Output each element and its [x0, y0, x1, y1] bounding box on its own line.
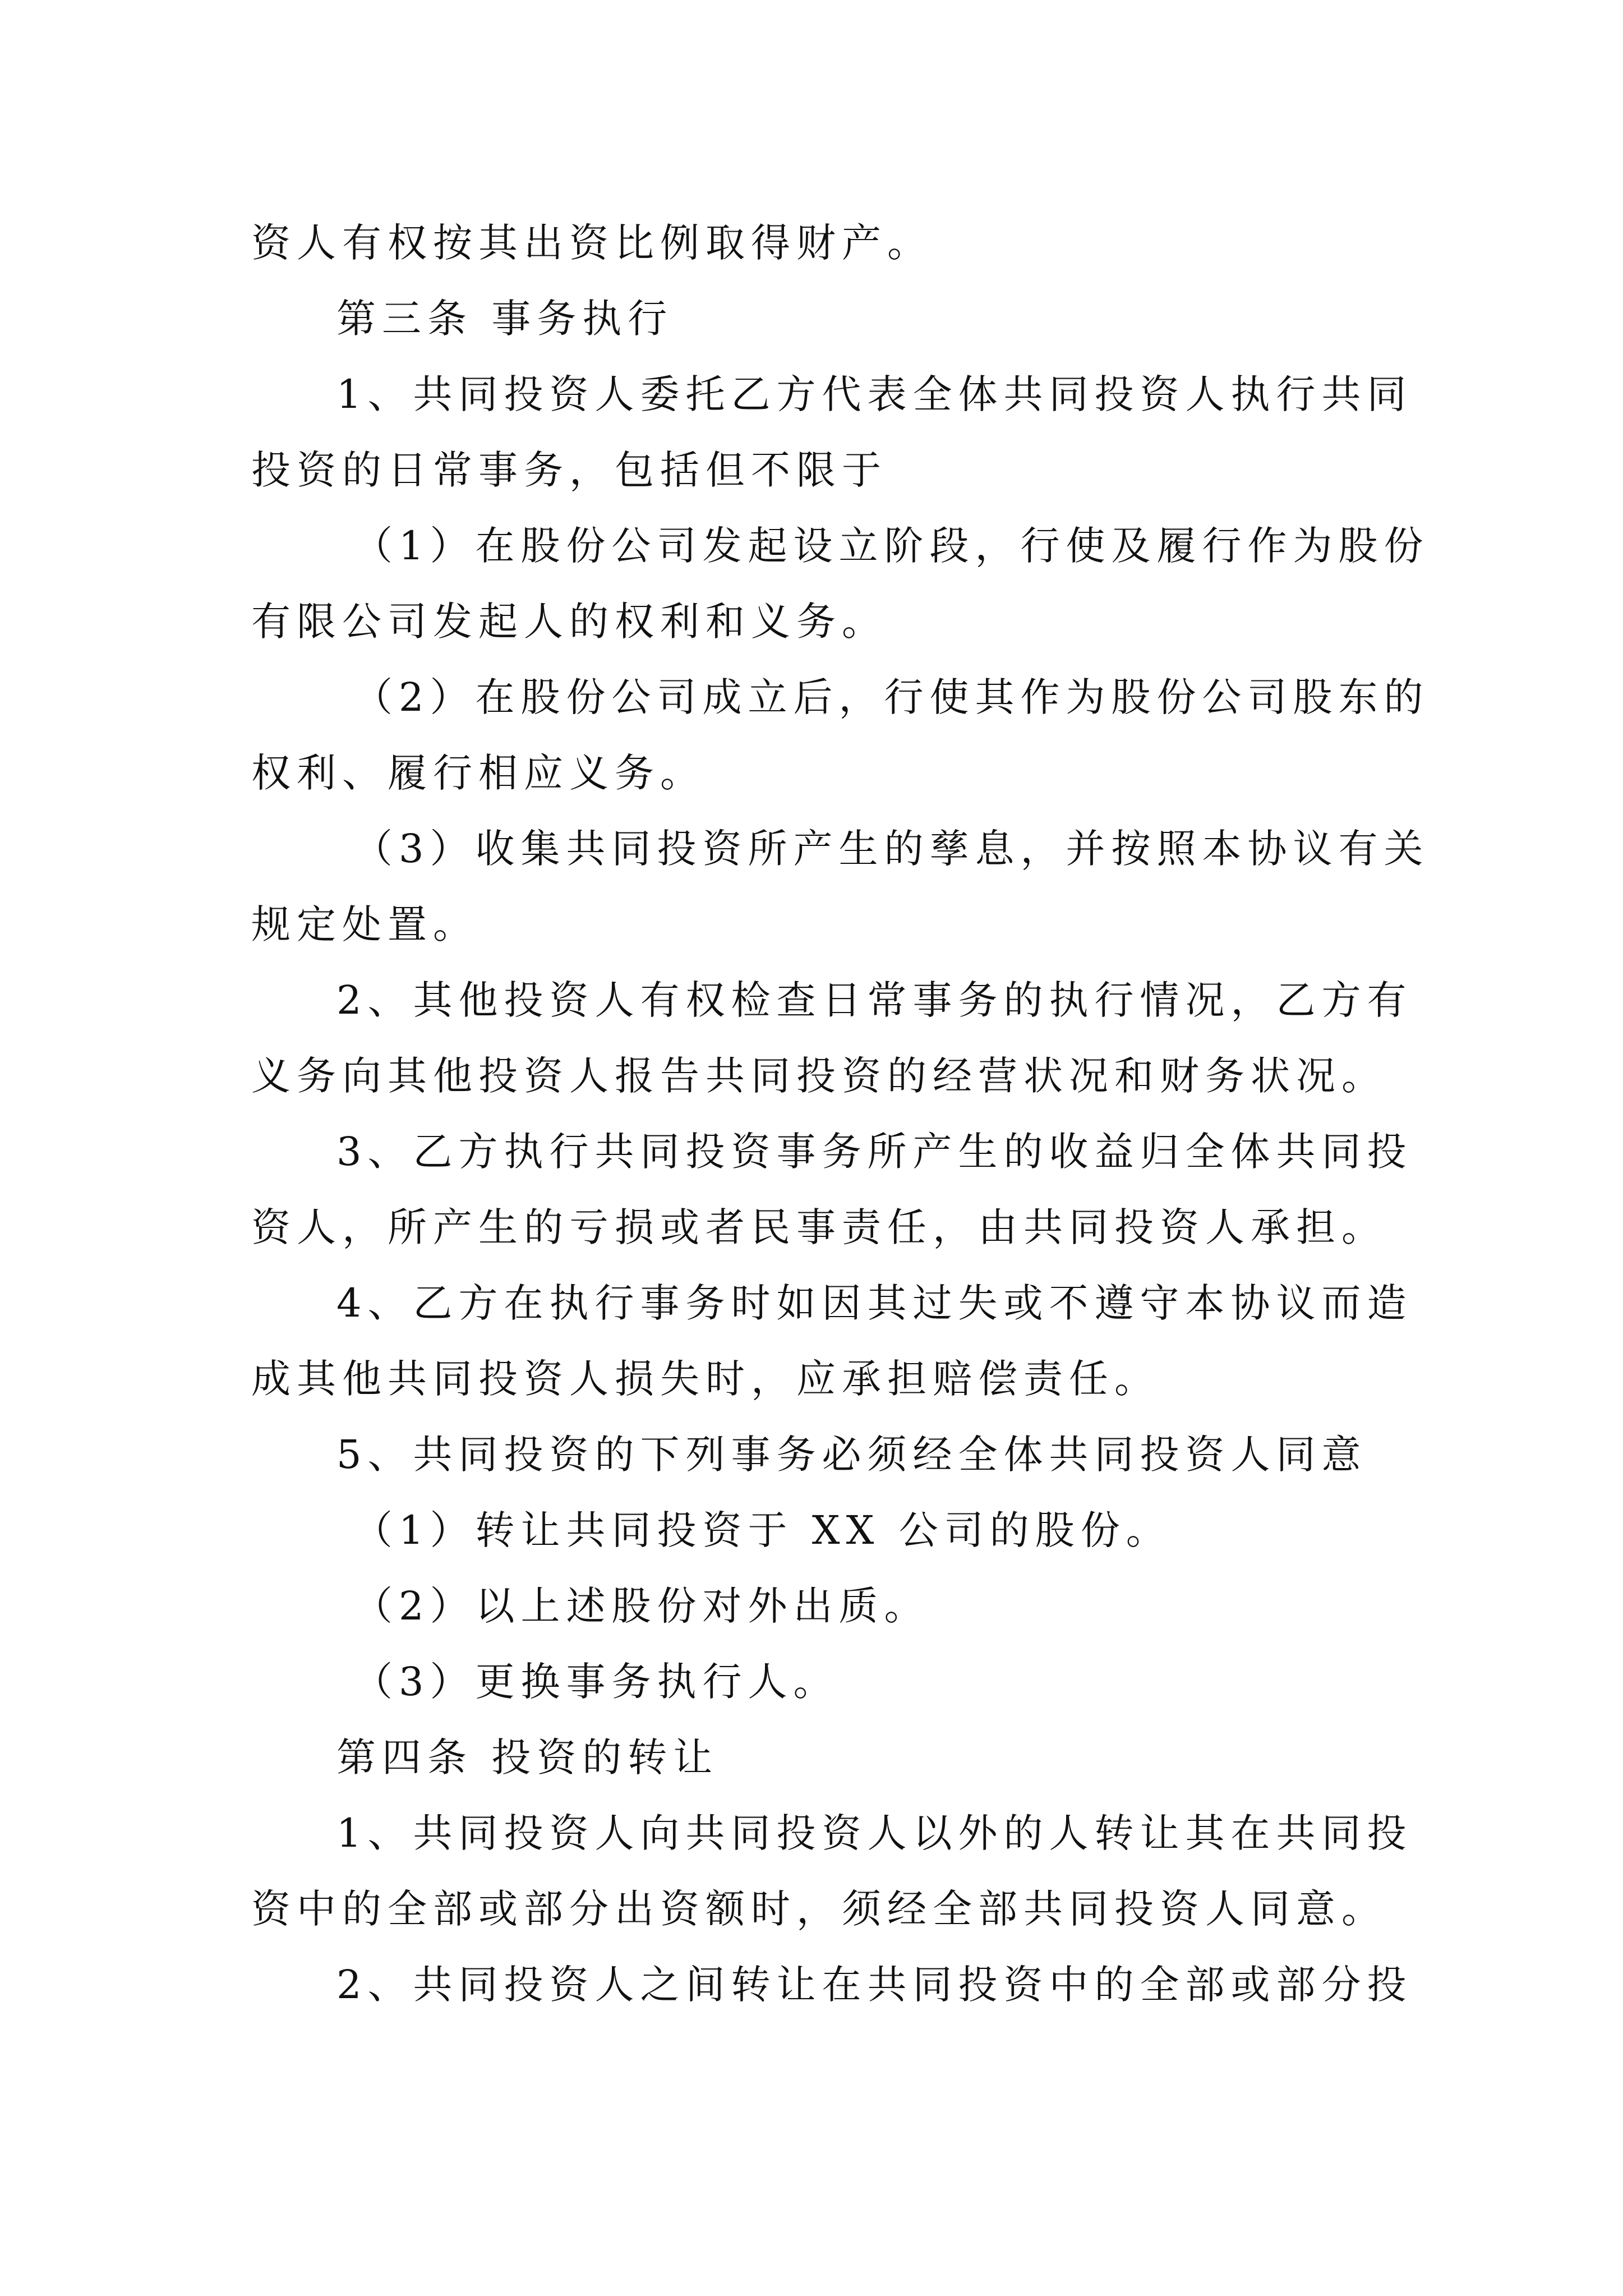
text-line: 义务向其他投资人报告共同投资的经营状况和财务状况。 [251, 1053, 1387, 1099]
text-line: （2）以上述股份对外出质。 [353, 1583, 930, 1629]
text-line: （1）转让共同投资于 XX 公司的股份。 [353, 1507, 1172, 1553]
text-line: 2、其他投资人有权检查日常事务的执行情况，乙方有 [336, 977, 1413, 1023]
text-line: 成其他共同投资人损失时，应承担赔偿责任。 [251, 1356, 1160, 1402]
text-line: 资人有权按其出资比例取得财产。 [251, 220, 933, 266]
text-line: 5、共同投资的下列事务必须经全体共同投资人同意 [336, 1432, 1367, 1478]
text-line: 有限公司发起人的权利和义务。 [251, 599, 887, 645]
text-line: 资中的全部或部分出资额时，须经全部共同投资人同意。 [251, 1886, 1387, 1932]
text-line: 资人，所产生的亏损或者民事责任，由共同投资人承担。 [251, 1204, 1387, 1250]
text-line: 4、乙方在执行事务时如因其过失或不遵守本协议而造 [336, 1280, 1413, 1326]
text-line: （1）在股份公司发起设立阶段，行使及履行作为股份 [353, 523, 1430, 569]
text-line: （3）更换事务执行人。 [353, 1659, 839, 1705]
text-line: （2）在股份公司成立后，行使其作为股份公司股东的 [353, 674, 1430, 720]
text-line: 1、共同投资人委托乙方代表全体共同投资人执行共同 [336, 371, 1413, 417]
text-line: 权利、履行相应义务。 [251, 750, 706, 796]
text-line: 2、共同投资人之间转让在共同投资中的全部或部分投 [336, 1962, 1413, 2008]
text-line: 1、共同投资人向共同投资人以外的人转让其在共同投 [336, 1810, 1413, 1856]
text-line: 3、乙方执行共同投资事务所产生的收益归全体共同投 [336, 1129, 1413, 1175]
section-heading: 第三条 事务执行 [336, 296, 674, 342]
text-line: 规定处置。 [251, 901, 478, 947]
text-line: （3）收集共同投资所产生的孳息，并按照本协议有关 [353, 826, 1430, 872]
section-heading: 第四条 投资的转让 [336, 1734, 719, 1780]
text-line: 投资的日常事务，包括但不限于 [251, 447, 887, 493]
